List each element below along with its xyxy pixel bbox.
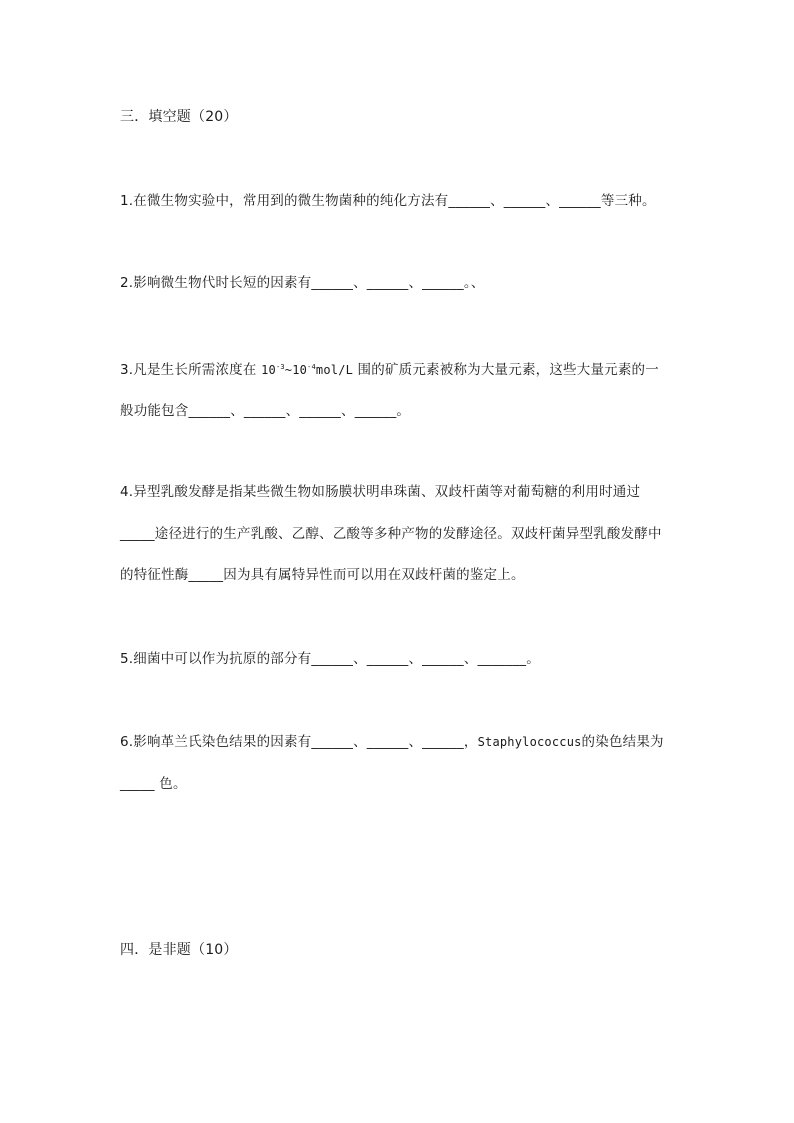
- question-1: 1.在微生物实验中，常用到的微生物菌种的纯化方法有______、______、______等三种。: [120, 193, 656, 209]
- question-4-line-3: 的特征性酶_____因为具有属特异性而可以用在双歧杆菌的鉴定上。: [120, 567, 525, 583]
- question-5: 5.细菌中可以作为抗原的部分有______、______、______、_______。: [120, 651, 540, 667]
- genus-name: Staphylococcus: [477, 735, 582, 749]
- section-3-title: 三．填空题（20）: [120, 109, 238, 125]
- question-6-text-b: 的染色结果为: [581, 734, 664, 750]
- question-6-line-1: [120, 733, 664, 751]
- question-4-line-2: _____途径进行的生产乳酸、乙醇、乙酸等多种产物的发酵途径。双歧杆菌异型乳酸发酵中: [120, 526, 662, 542]
- question-2: 2.影响微生物代时长短的因素有______、______、______。、: [120, 275, 485, 291]
- question-6-text-a: 6.影响革兰氏染色结果的因素有______、______、______，: [120, 734, 478, 750]
- question-3-text-b: 围的矿质元素被称为大量元素，这些大量元素的一: [353, 362, 659, 378]
- question-3-line-1: [120, 358, 659, 379]
- question-6-line-2: _____ 色。: [120, 776, 187, 792]
- question-3-text-a: 3.凡是生长所需浓度在: [120, 362, 262, 378]
- question-4-line-1: 4.异型乳酸发酵是指某些微生物如肠膜状明串珠菌、双歧杆菌等对葡萄糖的利用时通过: [120, 484, 641, 500]
- concentration-low: $10^{-3}\sim 10^{-4}mol/L$: [261, 363, 354, 377]
- section-4-title: 四．是非题（10）: [120, 942, 238, 958]
- question-3-line-2: 般功能包含______、______、______、______。: [120, 403, 411, 419]
